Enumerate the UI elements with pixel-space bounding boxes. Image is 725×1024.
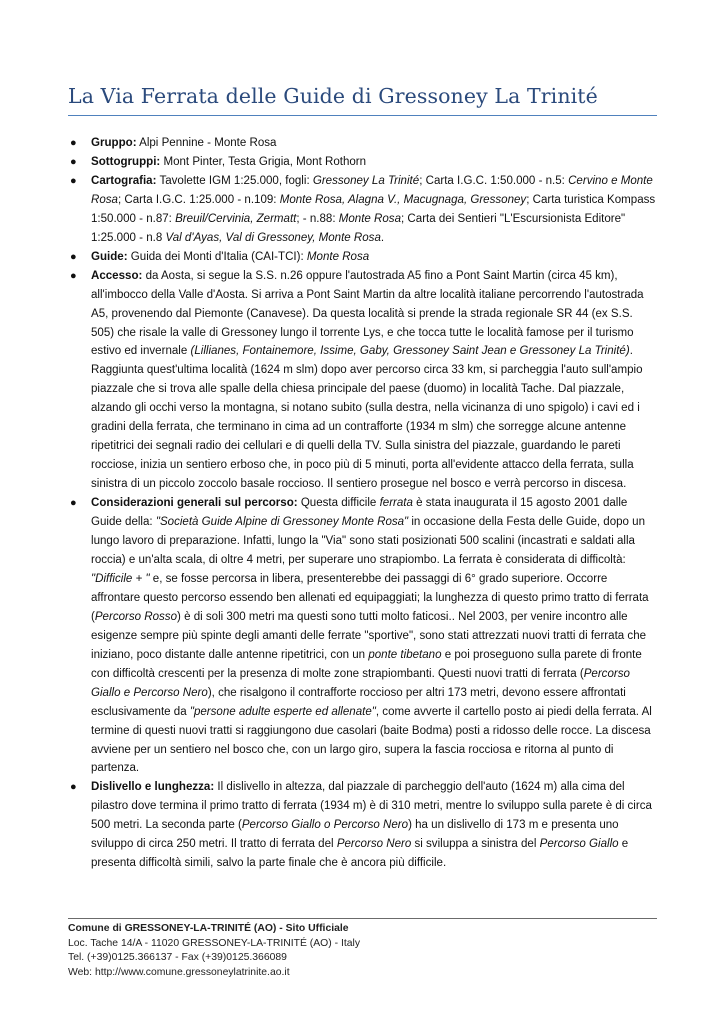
item-text-italic: Percorso Giallo e Percorso Nero bbox=[91, 667, 630, 699]
item-text: Questa difficile bbox=[297, 497, 380, 510]
item-label: Dislivello e lunghezza: bbox=[91, 781, 215, 794]
bullet-icon: ● bbox=[70, 155, 77, 168]
item-text: e poi proseguono sulla parete di fronte con difficoltà crescenti per la presenza di molte zone strapiombanti. Questi nuovi tratti di ferrata ( bbox=[91, 648, 642, 680]
info-list bbox=[70, 134, 656, 873]
bullet-icon: ● bbox=[70, 250, 77, 263]
item-text-italic: Gressoney La Trinité bbox=[312, 174, 420, 187]
footer-address: Loc. Tache 14/A - 11020 GRESSONEY-LA-TRINITÉ (AO) - Italy bbox=[68, 937, 361, 949]
bullet-icon: ● bbox=[70, 497, 77, 510]
bullet-icon: ● bbox=[70, 781, 77, 794]
item-text: Mont Pinter, Testa Grigia, Mont Rothorn bbox=[160, 155, 367, 168]
footer-phone: Tel. (+39)0125.366137 - Fax (+39)0125.366089 bbox=[68, 952, 287, 964]
document-body bbox=[70, 134, 656, 873]
footer-web[interactable]: Web: http://www.comune.gressoneylatrinite.ao.it bbox=[68, 967, 290, 979]
item-text: in occasione della Festa delle Guide, dopo un lungo lavoro di preparazione. Infatti, lungo la "Via" sono stati posizionati 500 scalini (incastrati e saldati alla roccia) e un'alta scala, di oltre 4 metri, per superare uno strapiombo. La ferrata è considerata di difficoltà: bbox=[91, 516, 646, 566]
item-text-italic: Cervino e Monte Rosa bbox=[91, 174, 653, 206]
item-text-italic: Breuil/Cervinia, Zermatt bbox=[175, 212, 297, 225]
item-text: ), che risalgono il contrafforte roccioso per altri 173 metri, devono essere affrontati esclusivamente da bbox=[91, 686, 626, 718]
item-text: ; Carta I.G.C. 1:50.000 - n.5: bbox=[419, 174, 569, 187]
item-text: si sviluppa a sinistra del bbox=[411, 838, 540, 851]
item-text-italic: Monte Rosa bbox=[338, 212, 402, 225]
item-text: è stata inaugurata il 15 agosto 2001 dalle Guide della: bbox=[91, 497, 628, 529]
item-text: e, se fosse percorsa in libera, presenterebbe dei passaggi di 6° grado superiore. Occorre affrontare questo percorso essendo ben allenati ed equipaggiati; la lunghezza di questo primo tratto di ferrata ( bbox=[91, 572, 649, 623]
item-text: , come avverte il cartello posto ai piedi della ferrata. Al termine di questi nuovi tratti si raggiungono due casolari (baite Bodma) posti a ridosso delle rocce. La discesa avviene per un sentiero nel bosco che, con un largo giro, supera la fascia rocciosa e ritorna al punto di partenza. bbox=[91, 705, 652, 775]
list-item bbox=[70, 153, 656, 172]
item-text-italic: ferrata bbox=[379, 497, 413, 510]
item-text: Il dislivello in altezza, dal piazzale di parcheggio dell'auto (1624 m) alla cima del pilastro dove termina il primo tratto di ferrata (1934 m) è di 310 metri, mentre lo sviluppo sulla parete è di circa 500 metri. La seconda parte ( bbox=[91, 781, 652, 832]
item-label: Accesso: bbox=[91, 269, 143, 282]
list-item bbox=[70, 172, 656, 248]
footer-title: Comune di GRESSONEY-LA-TRINITÉ (AO) - Sito Ufficiale bbox=[68, 923, 349, 934]
bullet-icon: ● bbox=[70, 174, 77, 187]
footer bbox=[68, 922, 657, 981]
item-text-italic: "Difficile + " bbox=[91, 572, 150, 585]
item-text: . Raggiunta quest'ultima località (1624 m slm) dopo aver percorso circa 33 km, si parcheggia l'auto sull'ampio piazzale che si trova alle spalle della chiesa principale del paese (duomo) in località Tache. Dal piazzale, alzando gli occhi verso la montagna, si notano subito (sulla destra, nella vicinanza di uno spigolo) i cavi ed i gradini della ferrata, che terminano in cima ad un contrafforte (1934 m slm) che sorregge alcune antenne ripetitrici dei segnali radio dei cellulari e di quelli della TV. Sulla sinistra del piazzale, guardando le pareti rocciose, inizia un sentiero erboso che, in poco più di 5 minuti, porta all'evidente attacco della ferrata, sulla sinistra di un piccolo zoccolo basale roccioso. Il sentiero prosegue nel bosco e verrà percorso in discesa. bbox=[91, 345, 643, 491]
list-item bbox=[70, 494, 656, 778]
item-text: da Aosta, si segue la S.S. n.26 oppure l'autostrada A5 fino a Pont Saint Martin (circa 45 km), all'imbocco della Valle d'Aosta. Si arriva a Pont Saint Martin da altre località italiane percorrendo l'autostrada A5, provenendo dal Piemonte (Canavese). Da questa località si prende la strada regionale SR 44 (ex S.S. 505) che risale la valle di Gressoney lungo il torrente Lys, e che tocca tutte le località famose per il turismo estivo ed invernale bbox=[91, 269, 644, 358]
item-text-italic: Percorso Giallo o Percorso Nero bbox=[241, 819, 409, 832]
item-text: ; Carta turistica Kompass 1:50.000 - n.87: bbox=[91, 193, 656, 225]
item-text: e presenta difficoltà simili, salvo la parte finale che è ancora più difficile. bbox=[91, 838, 629, 870]
bullet-icon: ● bbox=[70, 269, 77, 282]
item-label: Cartografia: bbox=[91, 174, 157, 187]
list-item bbox=[70, 248, 656, 267]
item-text-italic: ponte tibetano bbox=[368, 648, 442, 661]
page-title: La Via Ferrata delle Guide di Gressoney La Trinité bbox=[68, 84, 598, 108]
item-text-italic: Percorso Nero bbox=[336, 838, 412, 851]
item-text: ) è di soli 300 metri ma questi sono tutti molto faticosi.. Nel 2003, per venire incontro alle esigenze sempre più spinte degli amanti delle ferrate "sportive", sono stati attrezzati nuovi tratti di ferrata che iniziano, poco distante dalle antenne ripetitrici, con un bbox=[91, 610, 647, 661]
item-text-italic: "persone adulte esperte ed allenate" bbox=[189, 705, 376, 718]
item-text: ; - n.88: bbox=[296, 212, 339, 225]
list-item bbox=[70, 267, 656, 494]
item-text-italic: Val d'Ayas, Val di Gressoney, Monte Rosa bbox=[165, 231, 381, 244]
item-text: ; Carta I.G.C. 1:25.000 - n.109: bbox=[117, 193, 280, 206]
item-text-italic: (Lillianes, Fontainemore, Issime, Gaby, Gressoney Saint Jean e Gressoney La Trinité) bbox=[190, 345, 630, 358]
title-underline bbox=[68, 115, 657, 116]
item-label: Guide: bbox=[91, 250, 128, 263]
list-item bbox=[70, 778, 656, 873]
item-text: Tavolette IGM 1:25.000, fogli: bbox=[156, 174, 313, 187]
item-text-italic: Monte Rosa, Alagna V., Macugnaga, Gressoney bbox=[279, 193, 527, 206]
list-item bbox=[70, 134, 656, 153]
item-text: Alpi Pennine - Monte Rosa bbox=[136, 137, 277, 149]
item-label: Considerazioni generali sul percorso: bbox=[91, 497, 298, 510]
item-text-italic: Percorso Giallo bbox=[539, 838, 619, 851]
item-label: Sottogruppi: bbox=[91, 155, 161, 168]
item-text-italic: "Società Guide Alpine di Gressoney Monte Rosa" bbox=[155, 516, 409, 529]
bullet-icon: ● bbox=[70, 137, 77, 149]
item-label: Gruppo: bbox=[91, 137, 137, 149]
item-text: ; Carta dei Sentieri "L'Escursionista Editore" 1:25.000 - n.8 bbox=[91, 212, 626, 244]
item-text-italic: Monte Rosa bbox=[306, 250, 370, 263]
item-text: Guida dei Monti d'Italia (CAI-TCI): bbox=[127, 250, 307, 263]
footer-divider bbox=[68, 918, 657, 919]
item-text: ) ha un dislivello di 173 m e presenta uno sviluppo di circa 250 metri. Il tratto di ferrata del bbox=[91, 819, 619, 851]
item-text-italic: Percorso Rosso bbox=[94, 610, 178, 623]
item-text: . bbox=[380, 231, 385, 244]
